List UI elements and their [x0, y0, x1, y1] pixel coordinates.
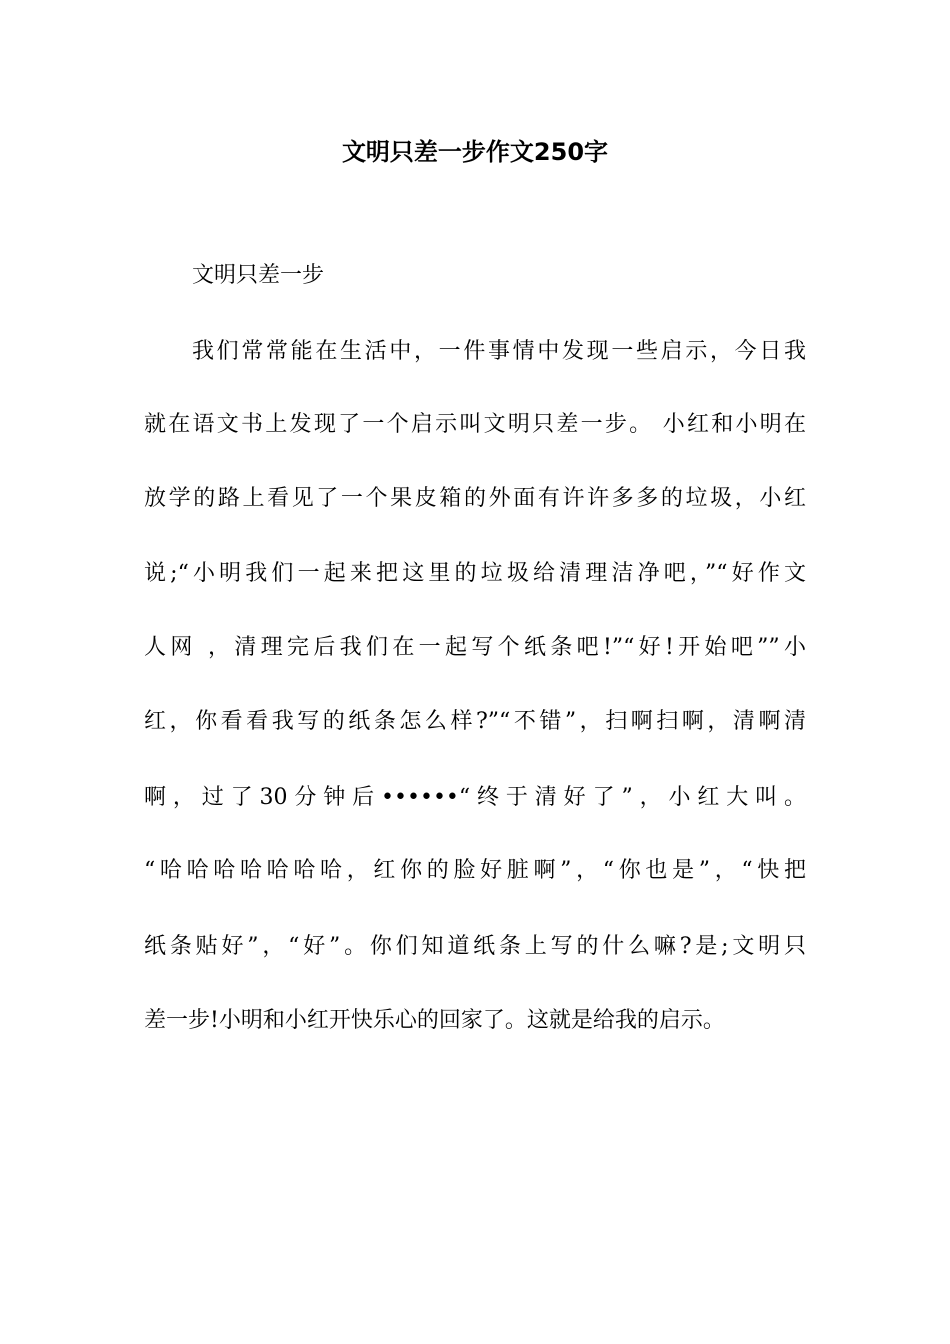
subtitle-line: 文明只差一步 [192, 263, 325, 288]
paragraph-line: 纸条贴好”，“好”。你们知道纸条上写的什么嘛?是;文明只 [144, 934, 806, 959]
paragraph-line: 就在语文书上发现了一个启示叫文明只差一步。 小红和小明在 [144, 412, 806, 437]
paragraph-line: 红，你看看我写的纸条怎么样?”“不错”，扫啊扫啊，清啊清 [144, 709, 806, 734]
paragraph-line: 说;“小明我们一起来把这里的垃圾给清理洁净吧，”“好作文 [144, 561, 806, 586]
paragraph-line: 放学的路上看见了一个果皮箱的外面有许许多多的垃圾，小红 [144, 486, 806, 511]
paragraph-line: “哈哈哈哈哈哈哈，红你的脸好脏啊”，“你也是”，“快把 [144, 858, 806, 883]
paragraph-line: 差一步!小明和小红开快乐心的回家了。这就是给我的启示。 [144, 1008, 725, 1033]
paragraph-line: 啊，过了30分钟后••••••“终于清好了”，小红大叫。 [144, 785, 806, 810]
paragraph-line: 人网 ，清理完后我们在一起写个纸条吧!”“好!开始吧””小 [144, 635, 806, 660]
paragraph-line: 我们常常能在生活中，一件事情中发现一些启示，今日我 [192, 339, 806, 364]
document-title: 文明只差一步作文250字 [341, 138, 609, 166]
